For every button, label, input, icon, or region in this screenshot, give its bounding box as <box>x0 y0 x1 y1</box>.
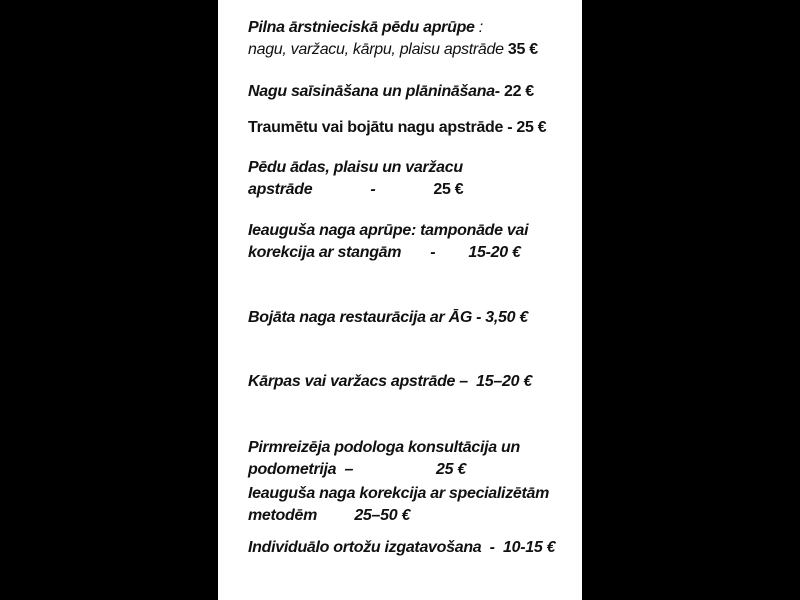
service-name: Pēdu ādas, plaisu un varžacu <box>248 159 463 176</box>
service-name: Nagu saīsināšana un plānināšana- <box>248 83 504 100</box>
service-line <box>248 371 532 393</box>
item-custom-orthoses <box>248 537 555 559</box>
item-damaged-nail-restoration <box>248 307 528 329</box>
service-line-1 <box>248 483 549 505</box>
service-line <box>248 117 546 139</box>
item-traumatized-damaged-nails <box>248 117 546 139</box>
service-line-2 <box>248 505 549 527</box>
item-nail-shortening-thinning <box>248 81 534 103</box>
service-name-cont-and-price: korekcija ar stangām - 15-20 € <box>248 244 521 261</box>
service-line-2 <box>248 179 463 201</box>
item-podologist-consultation-podometry <box>248 437 520 481</box>
item-ingrown-nail-care-tamponade <box>248 220 528 264</box>
service-line-2 <box>248 459 520 481</box>
service-name: Pirmreizēja podologa konsultācija un <box>248 439 520 456</box>
item-foot-skin-cracks-corns <box>248 157 463 201</box>
service-name-and-price: Individuālo ortožu izgatavošana - 10-15 € <box>248 539 556 556</box>
service-name-and-price: Kārpas vai varžacs apstrāde – 15–20 € <box>248 373 532 390</box>
service-title-line <box>248 17 538 39</box>
service-line-1 <box>248 437 520 459</box>
item-full-medical-foot-care <box>248 17 538 61</box>
service-price: 35 € <box>507 41 538 58</box>
service-price: 22 € <box>503 83 534 100</box>
service-detail-line <box>248 39 538 61</box>
service-name-cont: apstrāde - <box>248 181 434 198</box>
service-name: Ieauguša naga korekcija ar specializētām <box>248 485 550 502</box>
service-line-2 <box>248 242 528 264</box>
service-line-1 <box>248 220 528 242</box>
service-name-cont-and-price: podometrija – 25 € <box>248 461 466 478</box>
service-line <box>248 537 555 559</box>
price-list-panel <box>218 0 582 600</box>
service-name-and-price: Traumētu vai bojātu nagu apstrāde - 25 € <box>248 119 547 136</box>
service-line <box>248 307 528 329</box>
service-price: 25 € <box>433 181 464 198</box>
service-name-cont-and-price: metodēm 25–50 € <box>248 507 411 524</box>
item-ingrown-nail-correction-specialized <box>248 483 549 527</box>
service-name: Pilna ārstnieciskā pēdu aprūpe <box>248 19 475 36</box>
service-colon: : <box>474 19 483 36</box>
service-detail: nagu, varžacu, kārpu, plaisu apstrāde <box>248 41 508 58</box>
service-line-1 <box>248 157 463 179</box>
service-name: Ieauguša naga aprūpe: tamponāde vai <box>248 222 529 239</box>
service-line <box>248 81 534 103</box>
item-warts-corns-treatment <box>248 371 532 393</box>
service-name-and-price: Bojāta naga restaurācija ar ĀG - 3,50 € <box>248 309 528 326</box>
